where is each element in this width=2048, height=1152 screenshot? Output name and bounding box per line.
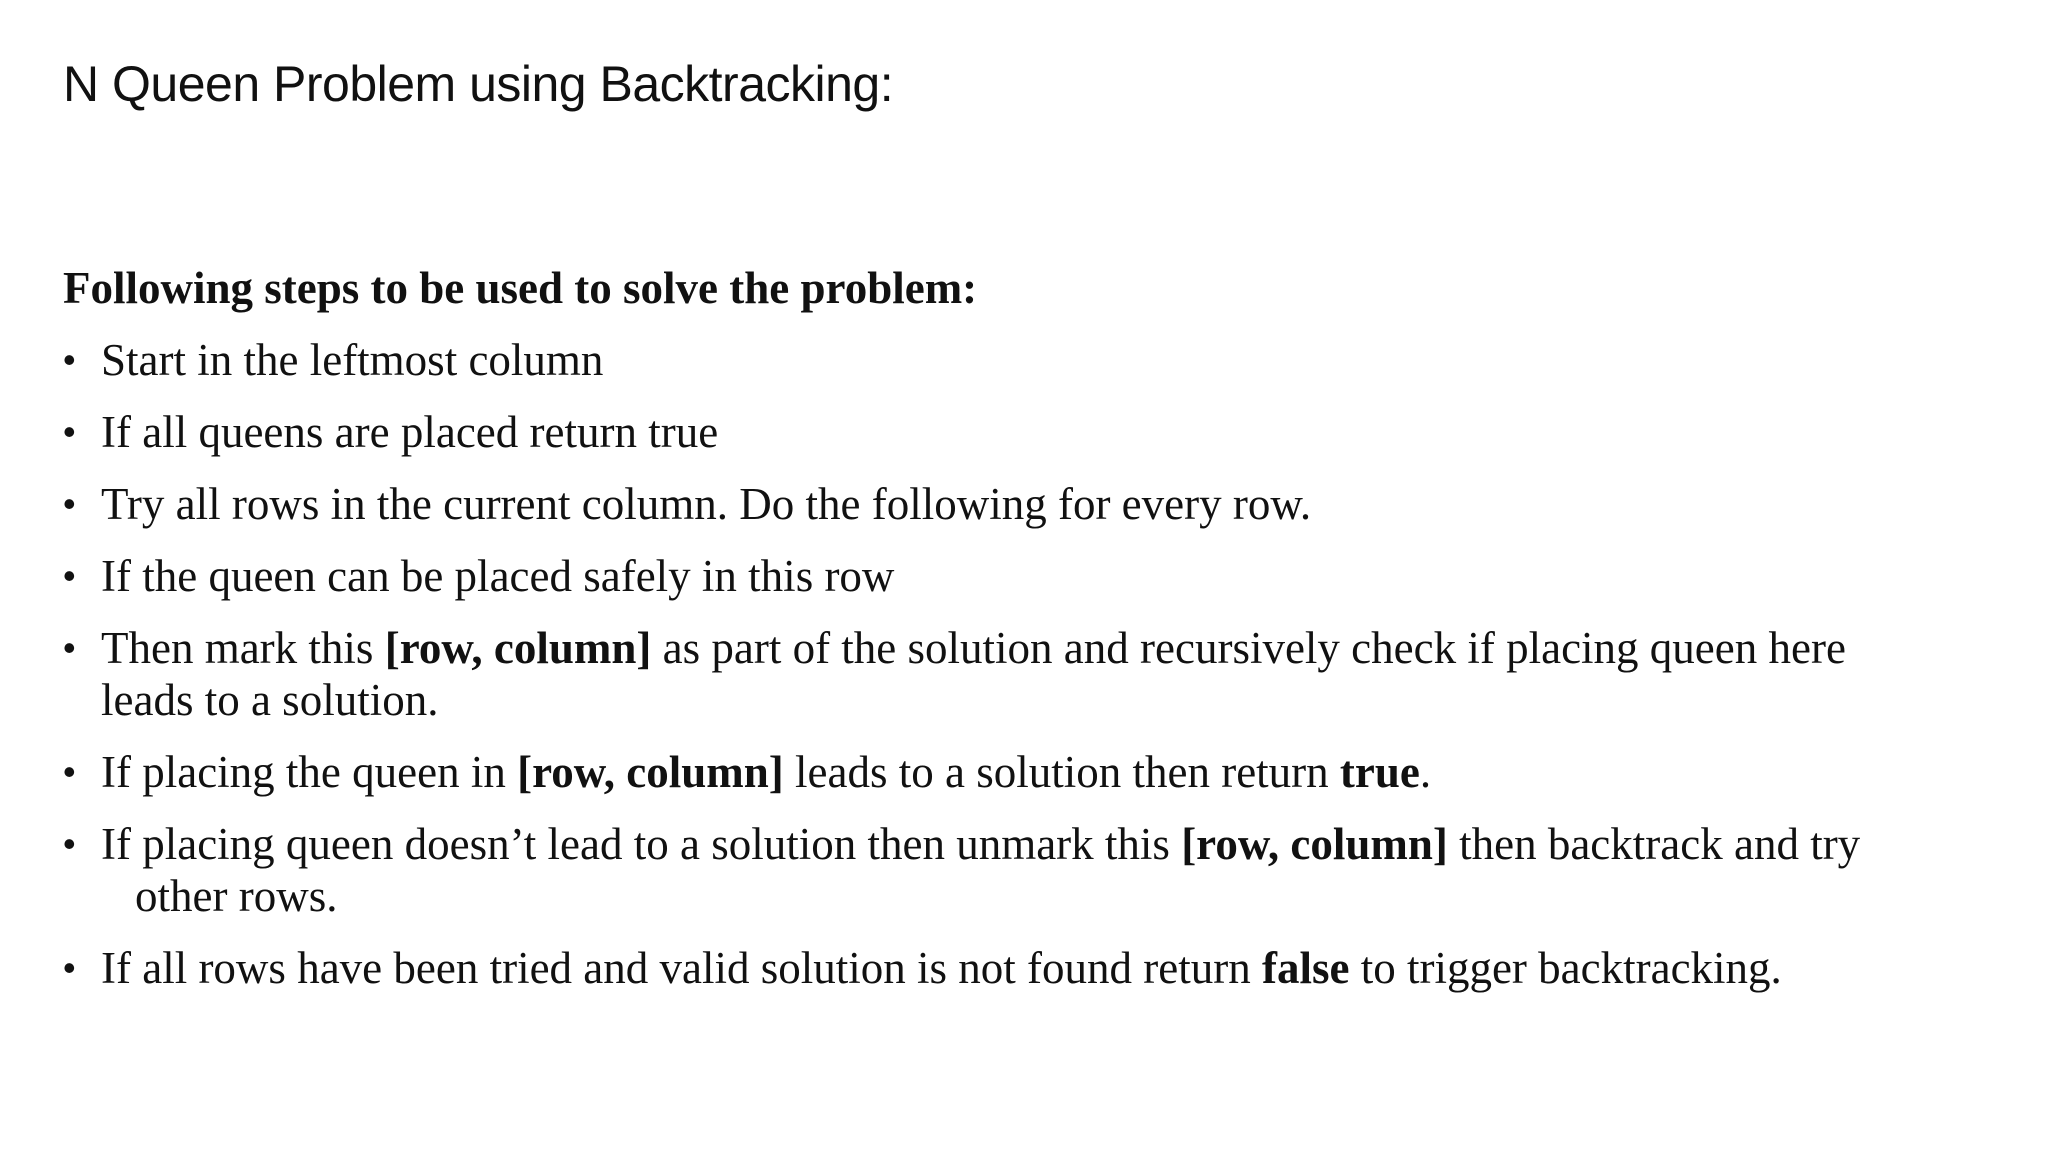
list-item [63,334,2003,386]
step-text-bold: [row, column] [1181,819,1448,869]
step-text: Try all rows in the current column. Do the following for every row. [101,479,1312,529]
list-item [63,478,2003,530]
step-text-bold: [row, column] [517,747,784,797]
step-text-part: Then mark this [101,623,385,673]
step-text-part: If placing queen doesn’t lead to a solution then unmark this [101,819,1182,869]
step-text-part: then backtrack and try [1447,819,1861,869]
step-text-part: leads to a solution then return [783,747,1340,797]
list-item [63,942,2003,994]
step-text-part: to trigger backtracking. [1349,943,1782,993]
bullet-icon: • [63,339,76,380]
step-text [101,746,2003,798]
step-text-part: . [1419,747,1432,797]
step-text [101,942,2003,994]
step-text: If the queen can be placed safely in this row [101,551,895,601]
bullet-icon: • [63,823,76,864]
step-text [101,622,2003,674]
bullet-icon: • [63,751,76,792]
slide-title: N Queen Problem using Backtracking: [63,56,894,112]
step-text-continuation: other rows. [135,871,338,921]
list-item [63,622,2003,726]
step-text-continuation: leads to a solution. [101,675,439,725]
bullet-icon: • [63,411,76,452]
list-item [63,406,2003,458]
steps-list [63,334,2003,994]
list-item [63,550,2003,602]
bullet-icon: • [63,627,76,668]
step-text-part: If placing the queen in [101,747,518,797]
bullet-icon: • [63,483,76,524]
list-item [63,818,2003,922]
step-text-bold: false [1261,943,1350,993]
step-text-part: as part of the solution and recursively check if placing queen here [651,623,1846,673]
list-item [63,746,2003,798]
step-text-bold: [row, column] [384,623,652,673]
bullet-icon: • [63,555,76,596]
step-text: If all queens are placed return true [101,407,719,457]
steps-heading: Following steps to be used to solve the problem: [63,263,978,313]
step-text [101,818,2003,870]
step-text: Start in the leftmost column [101,335,604,385]
step-text-part: If all rows have been tried and valid solution is not found return [101,943,1262,993]
step-text-bold: true [1339,747,1420,797]
bullet-icon: • [63,947,76,988]
slide-content [63,262,2003,1014]
